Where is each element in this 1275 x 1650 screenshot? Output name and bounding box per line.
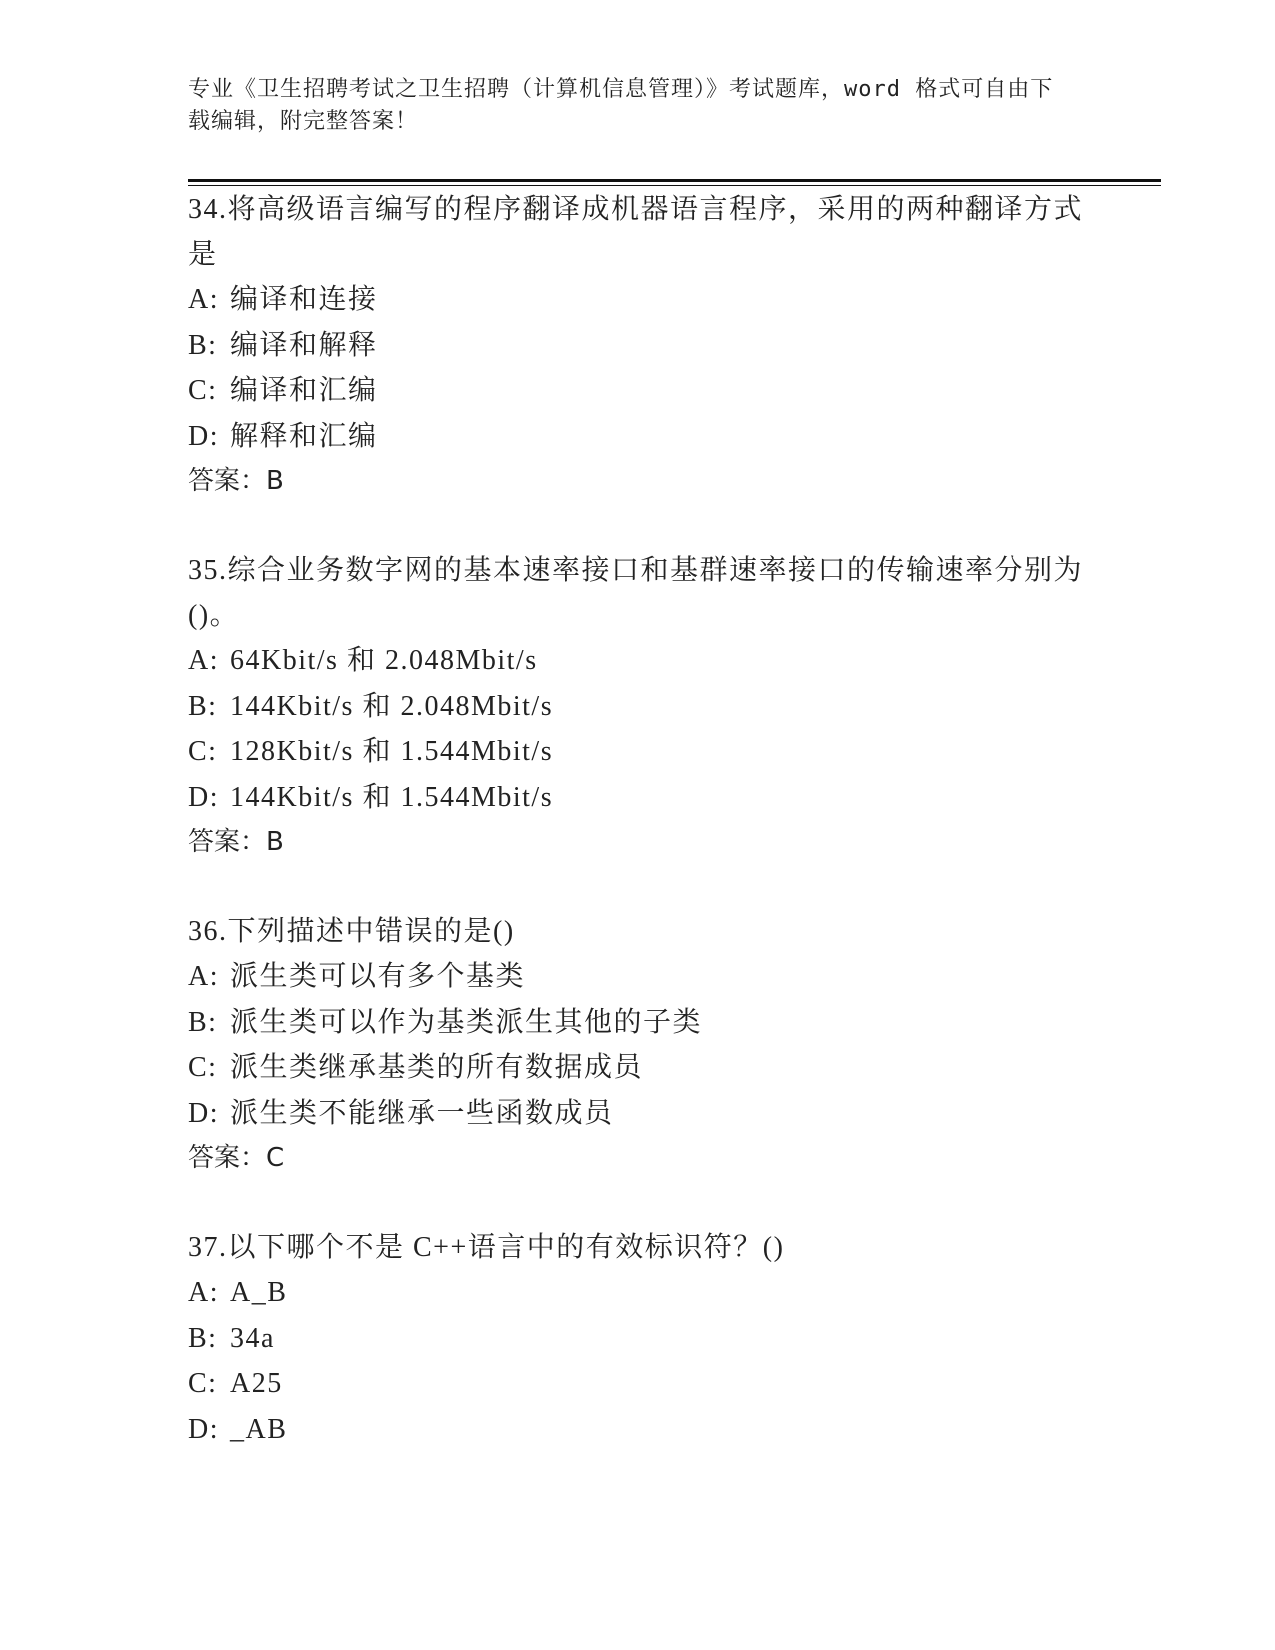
option-c: [188, 1361, 1088, 1407]
option-text: A25: [230, 1368, 283, 1399]
option-text: _AB: [230, 1413, 288, 1445]
option-letter: B:: [188, 1006, 218, 1038]
option-letter: C:: [188, 1052, 218, 1083]
option-c: [188, 1045, 1088, 1091]
question-stem: 34.将高级语言编写的程序翻译成机器语言程序，采用的两种翻译方式是: [188, 194, 1084, 270]
option-letter: C:: [188, 736, 218, 767]
question-34: [188, 187, 1088, 503]
option-d: [188, 1091, 1088, 1137]
option-text: 派生类不能继承一些函数成员: [230, 1097, 614, 1129]
question-36: [188, 909, 1088, 1180]
option-letter: C:: [188, 1368, 218, 1399]
question-stem: 35.综合业务数字网的基本速率接口和基群速率接口的传输速率分别为()。: [188, 555, 1084, 631]
option-text: 派生类可以作为基类派生其他的子类: [230, 1006, 703, 1038]
option-text: 128Kbit/s 和 1.544Mbit/s: [230, 736, 554, 767]
option-text: 64Kbit/s 和 2.048Mbit/s: [230, 645, 538, 676]
option-a: [188, 638, 1088, 684]
option-letter: C:: [188, 375, 218, 406]
option-a: [188, 1270, 1088, 1316]
option-text: 派生类继承基类的所有数据成员: [230, 1052, 644, 1083]
option-a: [188, 954, 1088, 1000]
option-letter: B:: [188, 690, 218, 722]
option-c: [188, 368, 1088, 414]
option-text: 编译和汇编: [230, 375, 378, 406]
option-b: [188, 1000, 1088, 1046]
option-letter: D:: [188, 781, 219, 813]
option-text: 派生类可以有多个基类: [230, 961, 526, 992]
answer-label: 答案：B: [188, 827, 284, 857]
option-b: [188, 323, 1088, 369]
option-letter: D:: [188, 1097, 219, 1129]
option-a: [188, 277, 1088, 323]
option-text: 编译和解释: [230, 329, 378, 361]
option-text: 解释和汇编: [230, 420, 378, 452]
answer-label: 答案：B: [188, 466, 284, 496]
option-text: 144Kbit/s 和 1.544Mbit/s: [230, 781, 554, 813]
option-b: [188, 1316, 1088, 1362]
question-stem: 36.下列描述中错误的是(): [188, 916, 515, 947]
option-letter: A:: [188, 284, 219, 315]
header-divider-thick: [188, 179, 1161, 182]
header-divider-thin: [188, 185, 1161, 186]
option-text: 144Kbit/s 和 2.048Mbit/s: [230, 690, 554, 722]
option-letter: A:: [188, 1277, 219, 1308]
option-d: [188, 1407, 1088, 1453]
question-stem: 37.以下哪个不是 C++语言中的有效标识符？(): [188, 1232, 785, 1263]
question-35: [188, 548, 1088, 864]
option-letter: B:: [188, 329, 218, 361]
option-b: [188, 684, 1088, 730]
option-d: [188, 414, 1088, 460]
option-letter: B:: [188, 1322, 218, 1354]
option-text: 编译和连接: [230, 284, 378, 315]
option-letter: D:: [188, 420, 219, 452]
option-letter: D:: [188, 1413, 219, 1445]
option-d: [188, 775, 1088, 821]
answer-label: 答案：C: [188, 1143, 285, 1173]
option-letter: A:: [188, 645, 219, 676]
option-letter: A:: [188, 961, 219, 992]
option-text: 34a: [230, 1322, 275, 1354]
document-header: 专业《卫生招聘考试之卫生招聘（计算机信息管理）》考试题库，word 格式可自由下载编辑，附完整答案！: [188, 77, 1054, 134]
option-text: A_B: [230, 1277, 288, 1308]
option-c: [188, 729, 1088, 775]
question-37: [188, 1225, 1088, 1452]
